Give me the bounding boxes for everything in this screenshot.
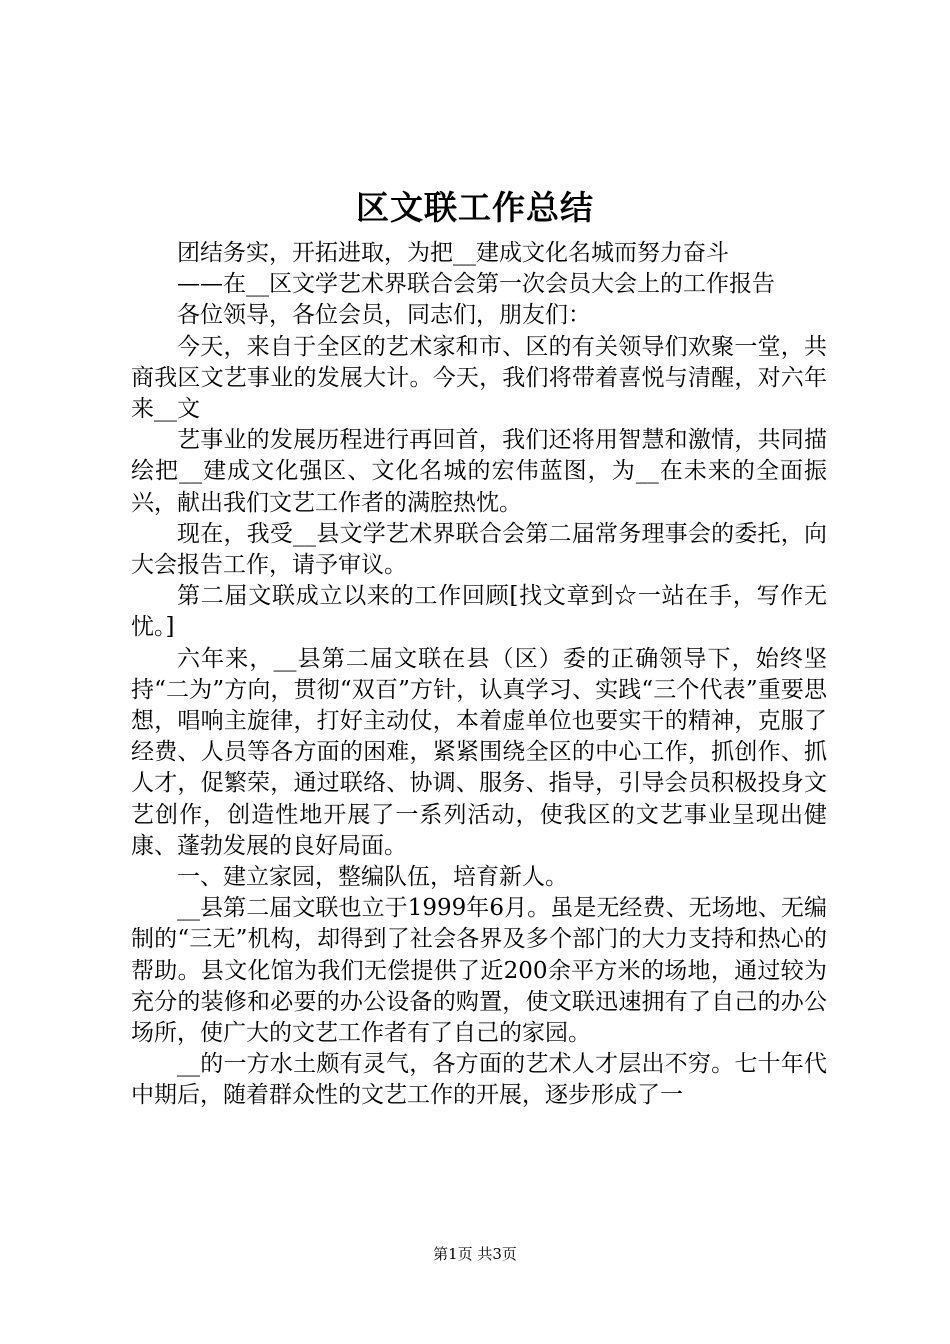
paragraph-opening-continued: 艺事业的发展历程进行再回首，我们还将用智慧和激情，共同描绘把__建成文化强区、文化名城的宏伟蓝图，为__在未来的全面振兴，献出我们文艺工作者的满腔热忱。: [131, 427, 827, 516]
paragraph-report-heading: ——在__区文学艺术界联合会第一次会员大会上的工作报告: [177, 271, 775, 298]
paragraph-subtitle: 团结务实，开拓进取，为把__建成文化名城而努力奋斗: [177, 240, 729, 266]
document-body: [131, 238, 827, 1112]
paragraph-entrustment: 现在，我受__县文学艺术界联合会第二届常务理事会的委托，向大会报告工作，请予审议。: [131, 520, 827, 579]
paragraph-six-years: 六年来，__县第二届文联在县（区）委的正确领导下，始终坚持“二为”方向，贯彻“双百”方针，认真学习、实践“三个代表”重要思想，唱响主旋律，打好主动仗，本着虚单位也要实干的精神，克服了经费、人员等各方面的困难，紧紧围绕全区的中心工作，抓创作、抓人才，促繁荣，通过联络、协调、服务、指导，引导会员积极投身文艺创作，创造性地开展了一系列活动，使我区的文艺事业呈现出健康、蓬勃发展的良好局面。: [131, 645, 827, 859]
paragraph-founding: __县第二届文联也立于1999年6月。虽是无经费、无场地、无编制的“三无”机构，却得到了社会各界及多个部门的大力支持和热心的帮助。县文化馆为我们无偿提供了近200余平方米的场地，通过较为充分的装修和必要的办公设备的购置，使文联迅速拥有了自己的办公场所，使广大的文艺工作者有了自己的家园。: [131, 895, 827, 1047]
page-number-footer: 第1页 共3页: [433, 1245, 517, 1263]
paragraph-section-one-heading: 一、建立家园，整编队伍，培育新人。: [177, 864, 568, 891]
document-title: 区文联工作总结: [356, 188, 594, 227]
paragraph-opening: 今天，来自于全区的艺术家和市、区的有关领导们欢聚一堂，共商我区文艺事业的发展大计。今天，我们将带着喜悦与清醒，对六年来__文: [131, 333, 827, 423]
paragraph-review-heading: 第二届文联成立以来的工作回顾[找文章到☆一站在手，写作无忧。]: [131, 583, 827, 641]
paragraph-salutation: 各位领导，各位会员，同志们，朋友们：: [177, 302, 591, 329]
paragraph-talent: __的一方水土颇有灵气，各方面的艺术人才层出不穷。七十年代中期后，随着群众性的文艺工作的开展，逐步形成了一: [131, 1051, 827, 1109]
